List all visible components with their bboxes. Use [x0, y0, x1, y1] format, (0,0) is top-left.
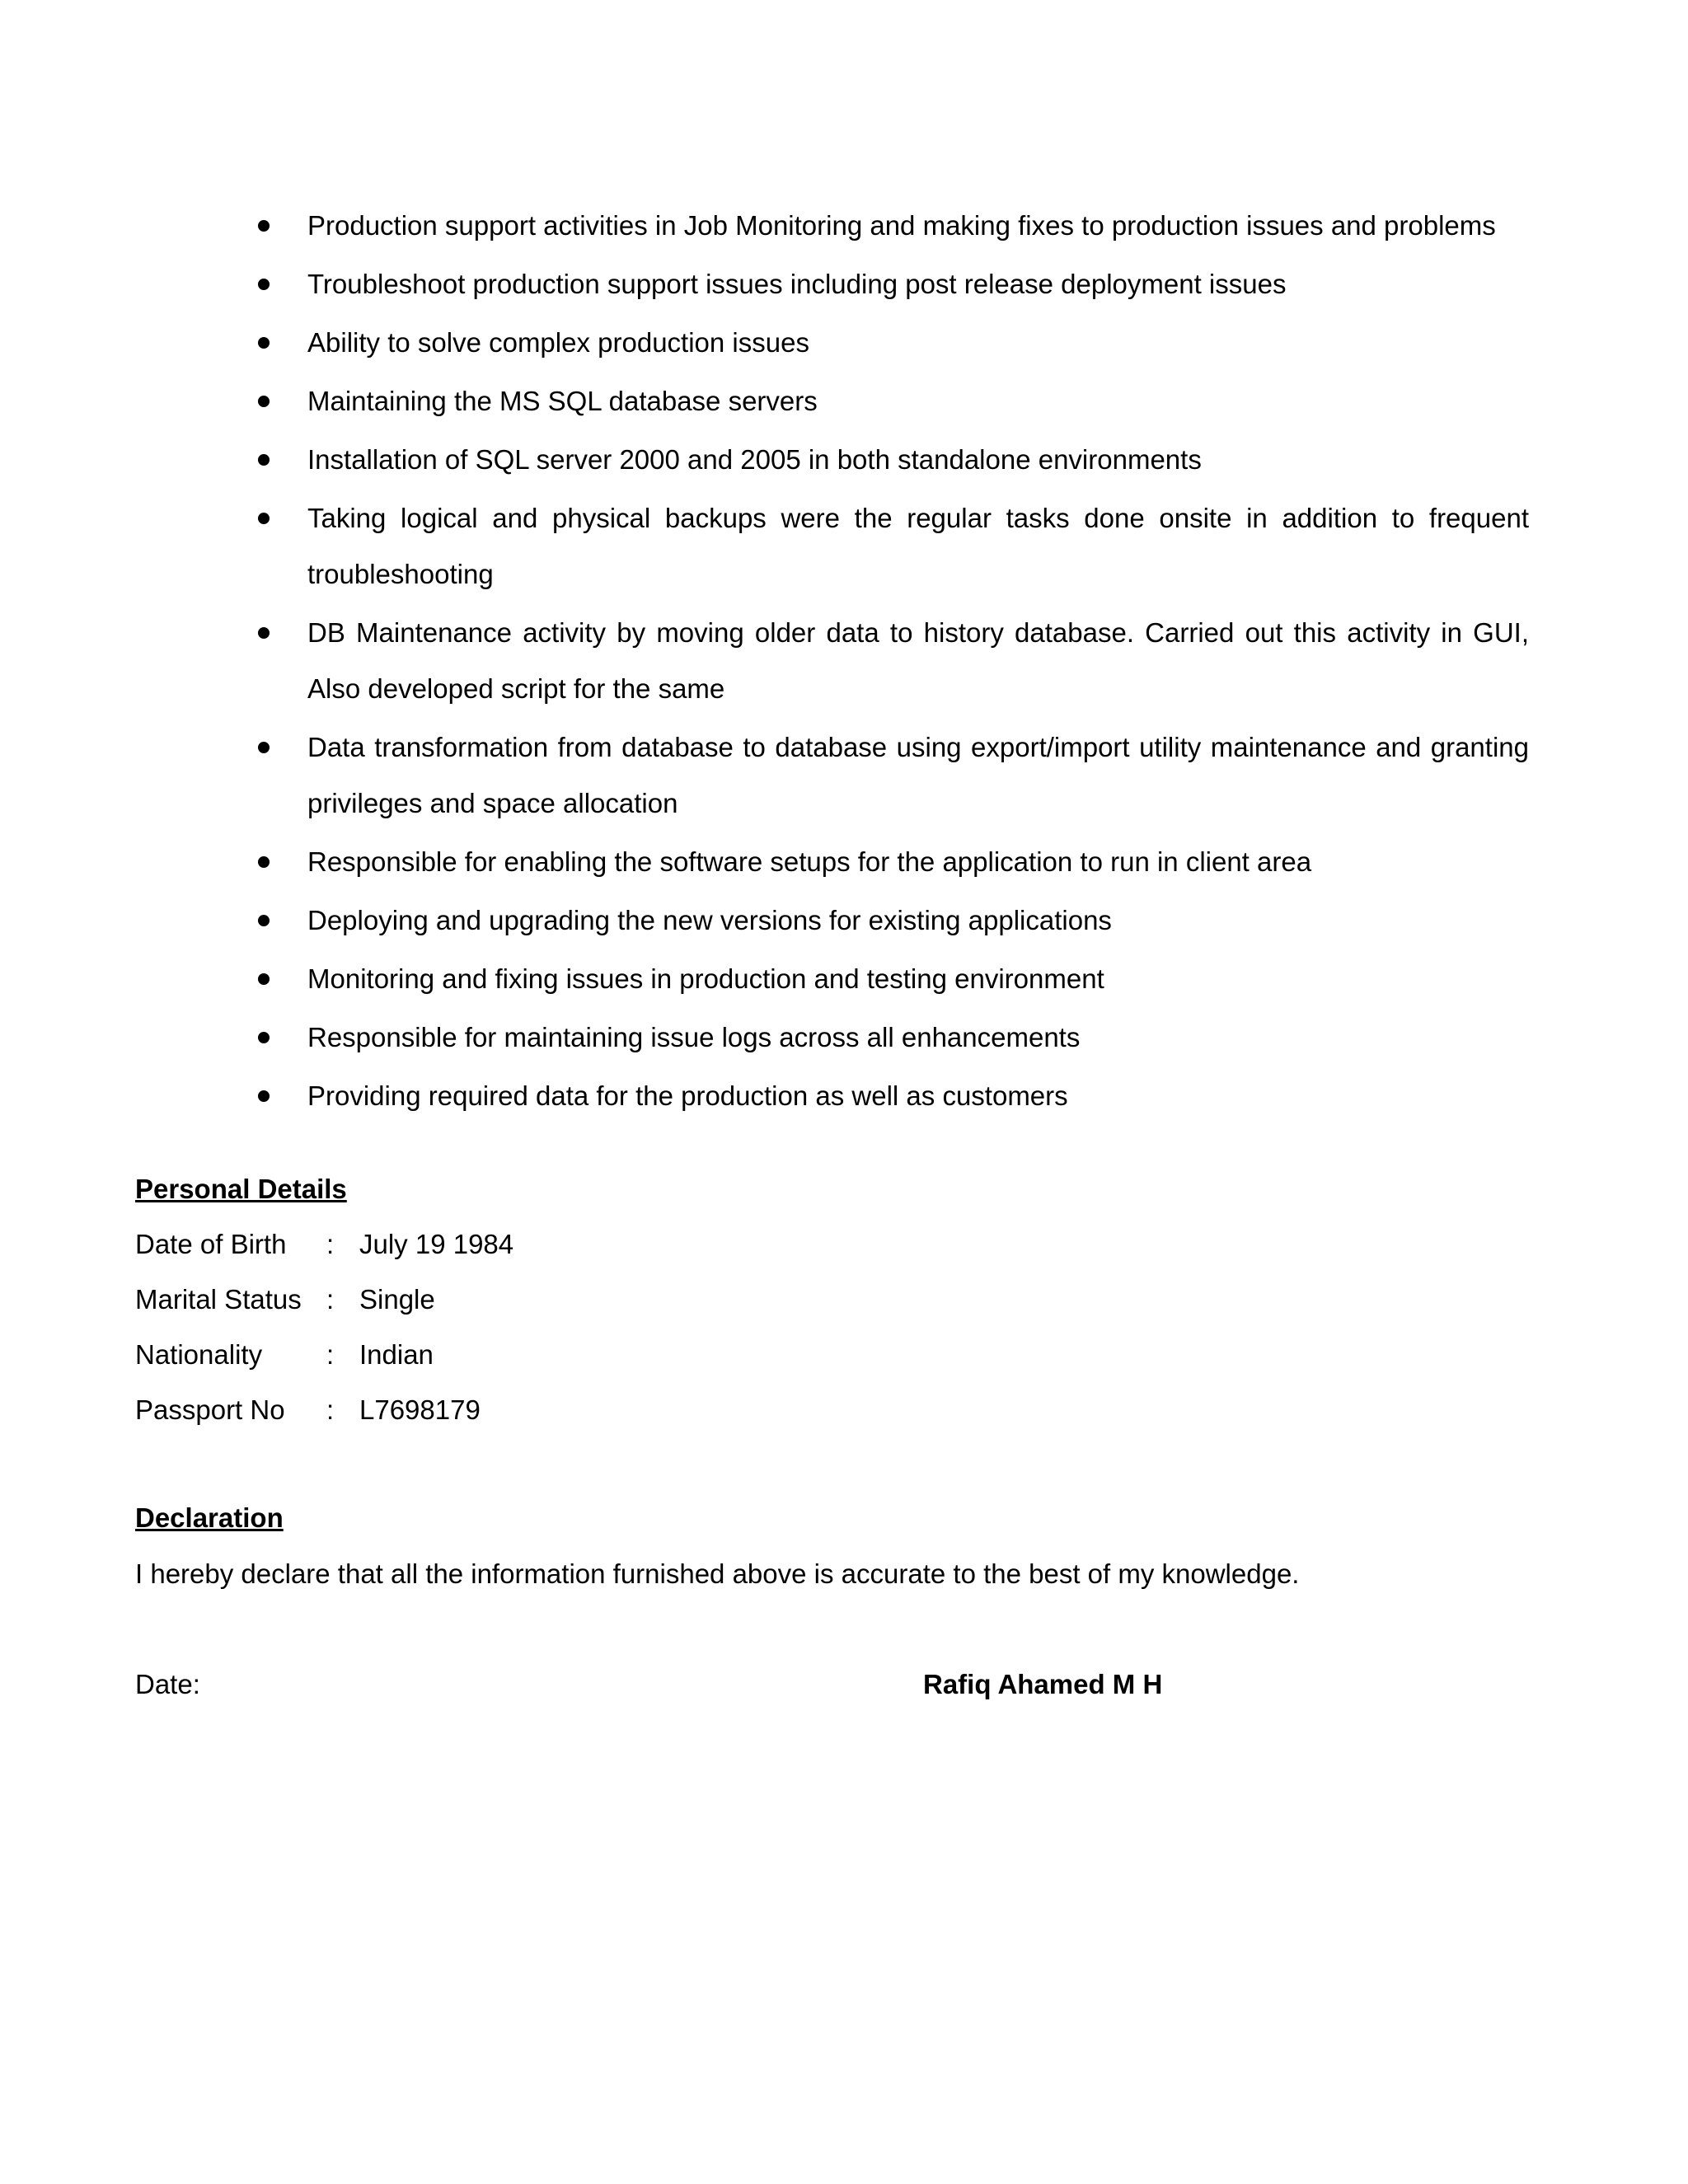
declaration-heading: Declaration: [135, 1502, 284, 1533]
list-item-text: Data transformation from database to database using export/import utility maintenance and granting privileges and space allocation: [307, 732, 1529, 818]
list-item-text: Production support activities in Job Monitoring and making fixes to production issues and problems: [307, 210, 1496, 241]
list-item-text: Responsible for enabling the software setups for the application to run in client area: [307, 846, 1312, 877]
list-item-text: Responsible for maintaining issue logs across all enhancements: [307, 1022, 1081, 1052]
detail-value: L7698179: [359, 1394, 481, 1425]
list-item: [247, 373, 1529, 429]
detail-row-passport-no: [135, 1392, 513, 1447]
declaration-text: I hereby declare that all the information furnished above is accurate to the best of my knowledge.: [135, 1558, 1300, 1589]
bullet-icon: [258, 454, 270, 466]
list-item: [247, 719, 1529, 832]
list-item-text: DB Maintenance activity by moving older data to history database. Carried out this activity in GUI, Also developed script for the same: [307, 617, 1529, 704]
list-item-text: Providing required data for the production as well as customers: [307, 1080, 1068, 1111]
bullet-icon: [258, 1032, 270, 1043]
list-item: [247, 1068, 1529, 1124]
responsibilities-list: [247, 198, 1529, 1127]
bullet-icon: [258, 973, 270, 985]
list-item: [247, 951, 1529, 1007]
date-label: Date:: [135, 1669, 200, 1699]
detail-value: July 19 1984: [359, 1229, 514, 1259]
detail-label: Nationality: [135, 1339, 263, 1370]
detail-label: Marital Status: [135, 1284, 302, 1315]
bullet-icon: [258, 742, 270, 753]
bullet-icon: [258, 513, 270, 524]
bullet-icon: [258, 856, 270, 868]
list-item-text: Taking logical and physical backups were the regular tasks done onsite in addition to frequent troubleshooting: [307, 503, 1529, 589]
bullet-icon: [258, 337, 270, 349]
list-item: [247, 256, 1529, 312]
list-item-text: Deploying and upgrading the new versions for existing applications: [307, 905, 1112, 935]
detail-label: Passport No: [135, 1394, 285, 1425]
list-item: [247, 1010, 1529, 1066]
bullet-icon: [258, 396, 270, 407]
list-item: [247, 605, 1529, 717]
detail-separator: :: [326, 1284, 335, 1315]
list-item: [247, 432, 1529, 488]
bullet-icon: [258, 279, 270, 290]
personal-details-heading: Personal Details: [135, 1174, 347, 1204]
bullet-icon: [258, 627, 270, 639]
detail-separator: :: [326, 1229, 335, 1259]
detail-separator: :: [326, 1339, 335, 1370]
bullet-icon: [258, 220, 270, 232]
detail-row-marital-status: [135, 1282, 513, 1337]
bullet-icon: [258, 915, 270, 926]
signature-name: Rafiq Ahamed M H: [923, 1669, 1163, 1699]
list-item: [247, 490, 1529, 602]
list-item-text: Installation of SQL server 2000 and 2005 in both standalone environments: [307, 444, 1202, 475]
list-item: [247, 315, 1529, 371]
detail-value: Single: [359, 1284, 435, 1315]
detail-label: Date of Birth: [135, 1229, 287, 1259]
detail-row-date-of-birth: [135, 1226, 513, 1282]
personal-details-table: [135, 1226, 513, 1447]
list-item: [247, 893, 1529, 949]
detail-row-nationality: [135, 1337, 513, 1392]
list-item: [247, 198, 1529, 254]
bullet-icon: [258, 1090, 270, 1102]
list-item-text: Ability to solve complex production issues: [307, 327, 809, 358]
list-item-text: Maintaining the MS SQL database servers: [307, 386, 818, 416]
detail-separator: :: [326, 1394, 335, 1425]
list-item: [247, 834, 1529, 890]
list-item-text: Monitoring and fixing issues in production and testing environment: [307, 963, 1104, 994]
detail-value: Indian: [359, 1339, 434, 1370]
list-item-text: Troubleshoot production support issues including post release deployment issues: [307, 269, 1287, 299]
